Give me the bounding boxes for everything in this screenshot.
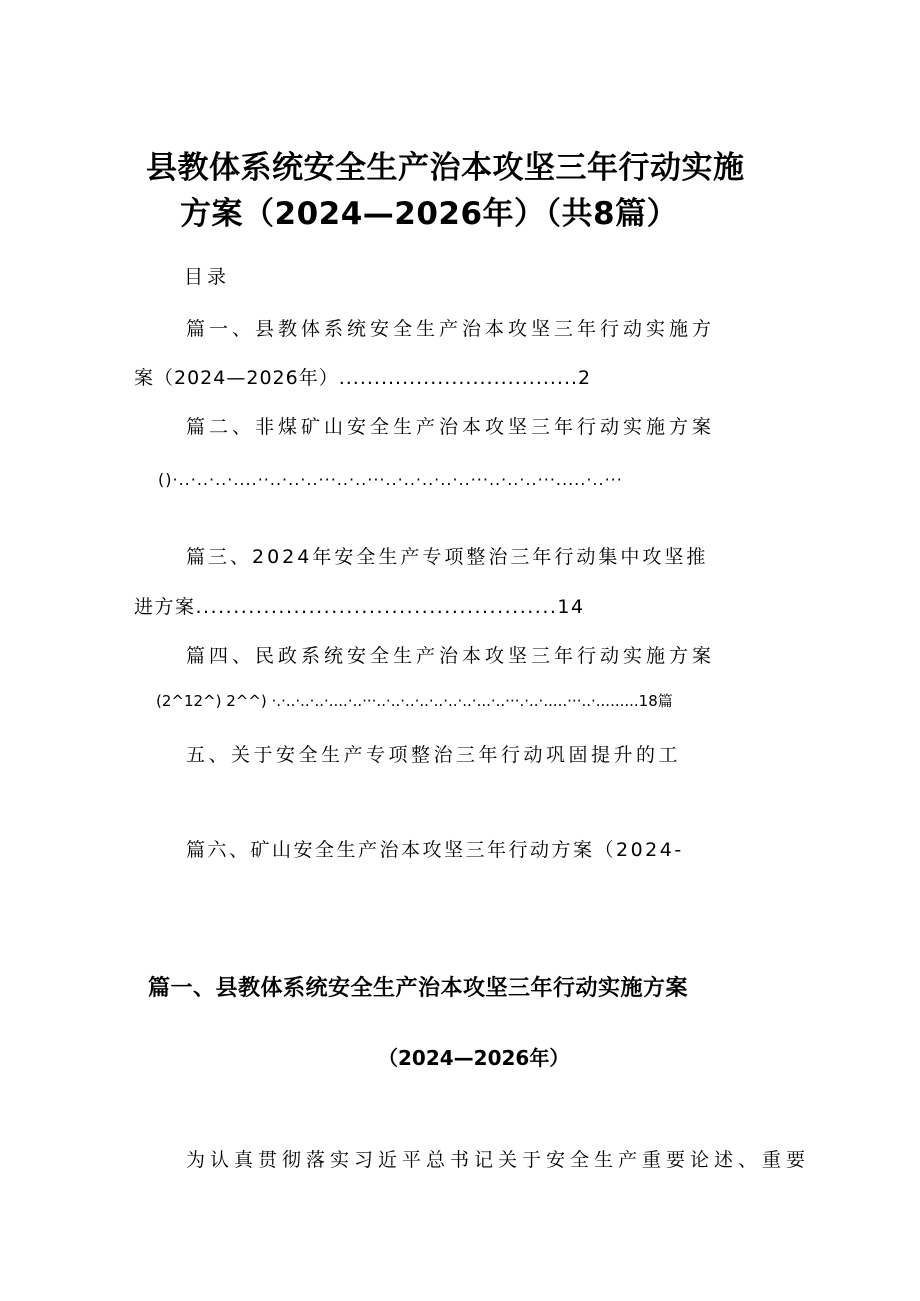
document-title-line2: 方案（2024—2026年）（共8篇） bbox=[180, 196, 679, 232]
toc-item-2-line1: 篇二、非煤矿山安全生产治本攻坚三年行动实施方案 bbox=[186, 416, 716, 438]
toc-item-4-line2: (2^12^) 2^^) ·.·..·..·..·....·..···..·..·..·..·..·..·..·...·..···.·..·.....···..·.........18篇 bbox=[156, 692, 673, 710]
toc-item-3-line1: 篇三、2024年安全生产专项整治三年行动集中攻坚推 bbox=[186, 546, 709, 568]
section-heading: 篇一、县教体系统安全生产治本攻坚三年行动实施方案 bbox=[148, 976, 689, 1001]
toc-item-2-line2: ()·..·..·..·....··..·..·..···..·..···..·..·..·..·..···..·..·..···.....·..··· bbox=[158, 470, 623, 489]
toc-item-3-line2: 进方案................................................14 bbox=[134, 596, 585, 618]
toc-label: 目录 bbox=[184, 266, 231, 288]
toc-item-5-line1: 五、关于安全生产专项整治三年行动巩固提升的工 bbox=[186, 744, 682, 766]
toc-item-4-line1: 篇四、民政系统安全生产治本攻坚三年行动实施方案 bbox=[186, 645, 716, 667]
document-title-line1: 县教体系统安全生产治本攻坚三年行动实施 bbox=[146, 150, 745, 186]
section-subheading: （2024—2026年） bbox=[378, 1046, 570, 1070]
toc-item-6-line1: 篇六、矿山安全生产治本攻坚三年行动方案（2024- bbox=[186, 839, 684, 861]
body-paragraph-start: 为认真贯彻落实习近平总书记关于安全生产重要论述、重要 bbox=[186, 1149, 811, 1171]
toc-item-1-line1: 篇一、县教体系统安全生产治本攻坚三年行动实施方 bbox=[186, 318, 716, 340]
toc-item-1-line2: 案（2024—2026年）..................................2 bbox=[134, 367, 592, 389]
